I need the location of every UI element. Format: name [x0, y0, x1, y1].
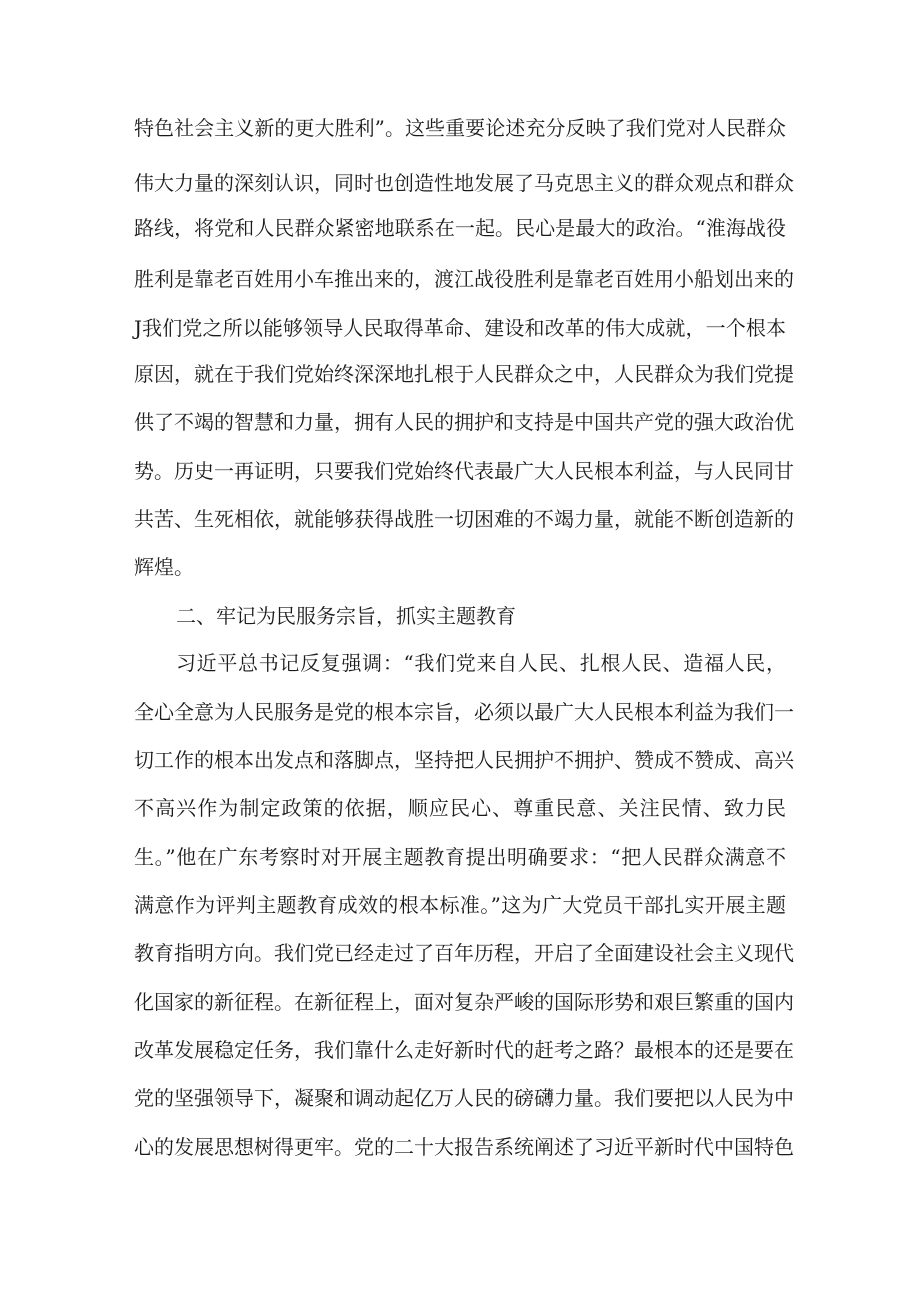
paragraph-2-line-5: 生。”他在广东考察时对开展主题教育提出明确要求：“把人民群众满意不: [134, 845, 786, 869]
paragraph-1-line-10: 辉煌。: [134, 555, 194, 579]
paragraph-1-line-7: 供了不竭的智慧和力量，拥有人民的拥护和支持是中国共产党的强大政治优: [134, 410, 794, 434]
section-heading-2: 二、牢记为民服务宗旨，抓实主题教育: [176, 604, 516, 628]
paragraph-1-line-5: J我们党之所以能够领导人民取得革命、建设和改革的伟大成就，一个根本: [134, 316, 786, 340]
paragraph-1-line-3: 路线，将党和人民群众紧密地联系在一起。民心是最大的政治。“淮海战役: [134, 216, 786, 240]
paragraph-2-line-2: 全心全意为人民服务是党的根本宗旨，必须以最广大人民根本利益为我们一: [134, 700, 794, 724]
paragraph-2-line-3: 切工作的根本出发点和落脚点，坚持把人民拥护不拥护、赞成不赞成、高兴: [134, 748, 794, 772]
paragraph-2-line-9: 改革发展稳定任务，我们靠什么走好新时代的赶考之路？最根本的还是要在: [134, 1038, 794, 1062]
paragraph-1-line-8: 势。历史一再证明，只要我们党始终代表最广大人民根本利益，与人民同甘: [134, 459, 794, 483]
paragraph-1-line-2: 伟大力量的深刻认识，同时也创造性地发展了马克思主义的群众观点和群众: [134, 171, 794, 195]
paragraph-2-line-4: 不高兴作为制定政策的依据，顺应民心、尊重民意、关注民情、致力民: [134, 796, 786, 820]
paragraph-1-line-4: 胜利是靠老百姓用小车推出来的，渡江战役胜利是靠老百姓用小船划出来的: [134, 267, 794, 291]
paragraph-1-line-6: 原因，就在于我们党始终深深地扎根于人民群众之中，人民群众为我们党提: [134, 362, 794, 386]
paragraph-1-line-1: 特色社会主义新的更大胜利”。这些重要论述充分反映了我们党对人民群众: [134, 116, 786, 140]
paragraph-2-line-1: 习近平总书记反复强调：“我们党来自人民、扎根人民、造福人民，: [176, 651, 786, 675]
paragraph-2-line-7: 教育指明方向。我们党已经走过了百年历程，开启了全面建设社会主义现代: [134, 941, 794, 965]
paragraph-2-line-8: 化国家的新征程。在新征程上，面对复杂严峻的国际形势和艰巨繁重的国内: [134, 990, 794, 1014]
paragraph-2-line-6: 满意作为评判主题教育成效的根本标准。”这为广大党员干部扎实开展主题: [134, 893, 786, 917]
paragraph-2-line-10: 党的坚强领导下，凝聚和调动起亿万人民的磅礴力量。我们要把以人民为中: [134, 1086, 794, 1110]
paragraph-2-line-11: 心的发展思想树得更牢。党的二十大报告系统阐述了习近平新时代中国特色: [134, 1135, 794, 1159]
paragraph-1-line-9: 共苦、生死相依，就能够获得战胜一切困难的不竭力量，就能不断创造新的: [134, 507, 794, 531]
